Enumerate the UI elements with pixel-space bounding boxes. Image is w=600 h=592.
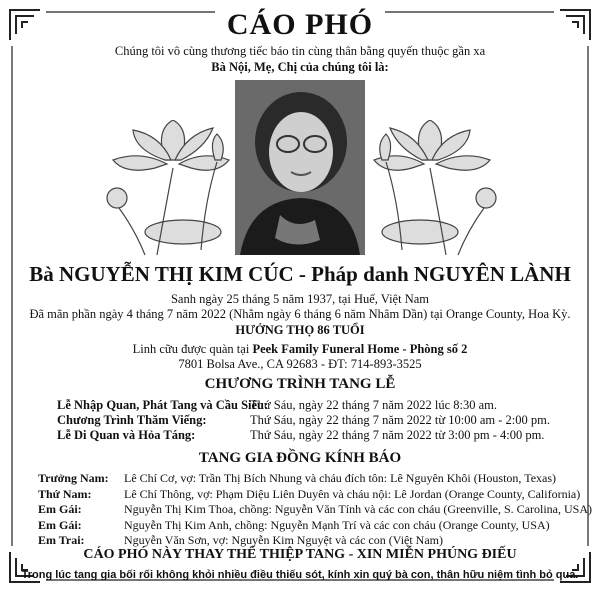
family-row [38,518,592,534]
footer-note: Trong lúc tang gia bối rối không khỏi nhiều điều thiếu sót, kính xin quý bà con, thân hữu niệm tình bỏ qua. [21,569,579,581]
program-list [57,398,550,443]
family-label: Thứ Nam: [38,486,92,501]
page-title: CÁO PHÓ [226,8,374,41]
death-info: Đã mãn phần ngày 4 tháng 7 năm 2022 (Nhằm ngày 6 tháng 6 năm Nhâm Dần) tại Orange County, Hoa Kỳ. [29,307,571,321]
family-value: Lê Chí Thông, vợ: Phạm Diệu Liên Duyên và cháu nội: Lê Jordan (Orange County, California) [124,486,581,501]
family-row [38,471,592,487]
family-heading: TANG GIA ĐỒNG KÍNH BÁO [198,450,402,466]
family-list [38,471,592,549]
program-row [57,428,550,443]
intro-line-1: Chúng tôi vô cùng thương tiếc báo tin cùng thân bằng quyến thuộc gần xa [114,44,486,58]
lotus-right-decoration [368,120,498,260]
funeral-home: Peek Family Funeral Home - Phòng số 2 [252,342,468,356]
family-value: Nguyễn Thị Kim Thoa, chồng: Nguyễn Văn Tính và các con cháu (Greenville, S. Carolina, USA) [124,502,593,516]
funeral-address: 7801 Bolsa Ave., CA 92683 - ĐT: 714-893-3525 [178,357,422,371]
program-value: Thứ Sáu, ngày 22 tháng 7 năm 2022 từ 10:00 am - 2:00 pm. [250,413,550,427]
program-value: Thứ Sáu, ngày 22 tháng 7 năm 2022 lúc 8:30 am. [250,398,498,412]
program-label: Chương Trình Thăm Viếng: [57,413,207,427]
closing-line: CÁO PHÓ NÀY THAY THẾ THIỆP TANG - XIN MIỄN PHÚNG ĐIẾU [83,547,517,562]
family-row [38,487,592,503]
lying-in-state [0,342,600,357]
family-label: Em Trai: [38,533,85,547]
lying-prefix: Linh cữu được quàn tại [132,342,253,356]
portrait-photo [235,80,365,255]
program-row [57,413,550,428]
deceased-name: Bà NGUYỄN THỊ KIM CÚC - Pháp danh NGUYÊN LÀNH [29,262,571,286]
family-value: Nguyễn Văn Sơn, vợ: Nguyễn Kim Nguyệt và các con (Việt Nam) [124,533,444,547]
birth-info: Sanh ngày 25 tháng 5 năm 1937, tại Huế, Việt Nam [170,292,429,306]
family-label: Trưởng Nam: [38,471,109,485]
family-value: Lê Chí Cơ, vợ: Trần Thị Bích Nhung và cháu đích tôn: Lê Nguyên Khôi (Houston, Texas) [124,471,557,485]
program-heading: CHƯƠNG TRÌNH TANG LỄ [204,376,396,392]
lotus-left-decoration [105,120,235,260]
family-label: Em Gái: [38,517,82,532]
program-label: Lễ Nhập Quan, Phát Tang và Cầu Siêu: [57,398,269,412]
program-label: Lễ Di Quan và Hỏa Táng: [57,428,196,442]
family-value: Nguyễn Thị Kim Anh, chồng: Nguyễn Mạnh Trí và các con cháu (Orange County, USA) [124,517,550,532]
family-label: Em Gái: [38,502,82,516]
intro-line-2: Bà Nội, Mẹ, Chị của chúng tôi là: [211,60,389,74]
family-row [38,502,592,518]
program-row [57,398,550,413]
age-info: HƯỞNG THỌ 86 TUỔI [235,323,365,337]
program-value: Thứ Sáu, ngày 22 tháng 7 năm 2022 từ 3:00 pm - 4:00 pm. [250,428,545,442]
